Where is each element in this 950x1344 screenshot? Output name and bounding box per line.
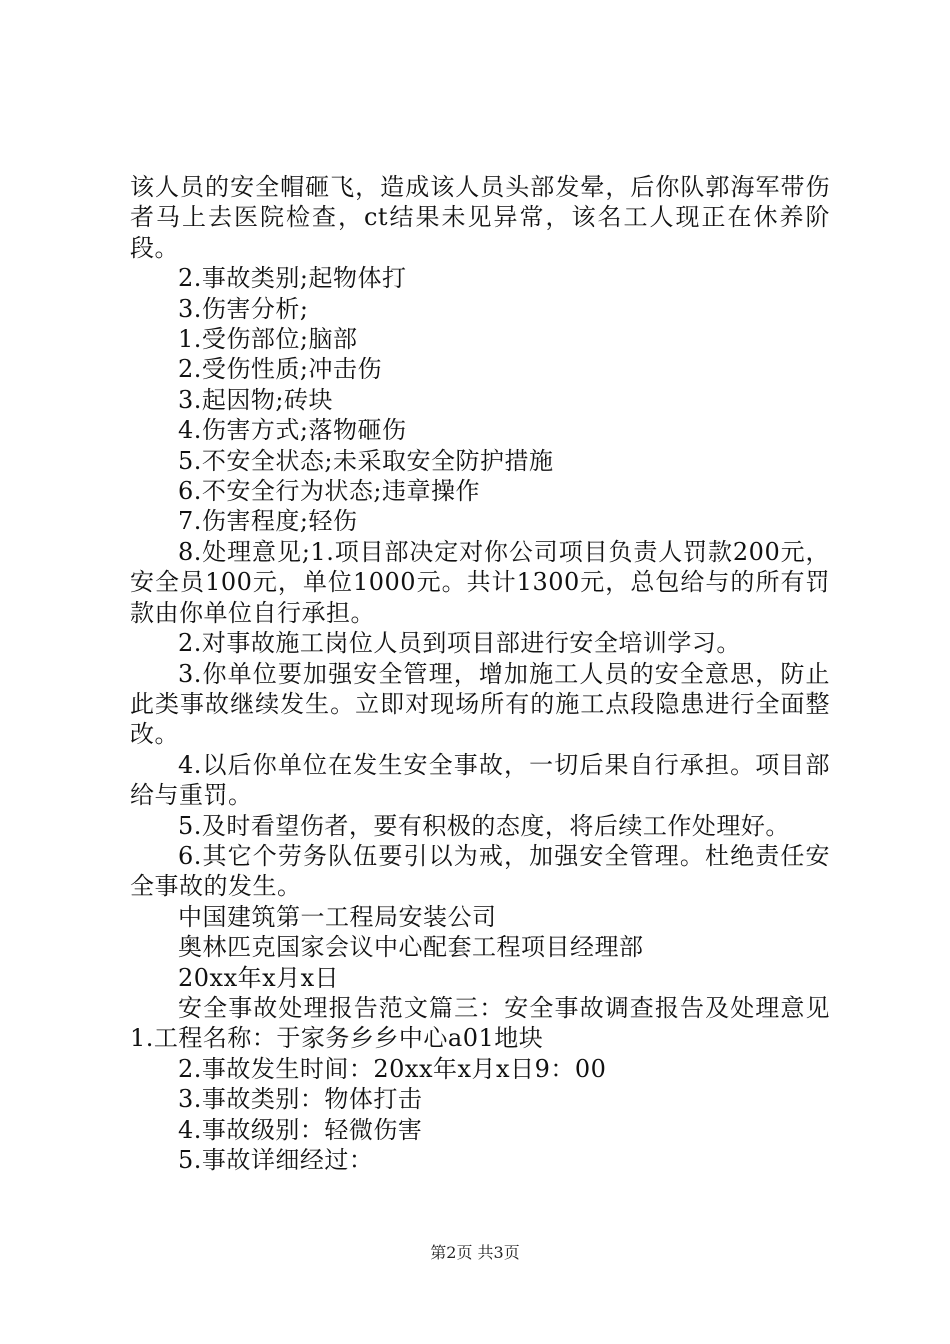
paragraph: 该人员的安全帽砸飞，造成该人员头部发晕，后你队郭海军带伤者马上去医院检查，ct结果未见异常，该名工人现正在休养阶段。 (130, 173, 830, 262)
paragraph: 5.及时看望伤者，要有积极的态度，将后续工作处理好。 (178, 811, 790, 840)
paragraph: 3.伤害分析; (178, 294, 309, 323)
paragraph: 6.不安全行为状态;违章操作 (178, 477, 480, 506)
paragraph: 7.伤害程度;轻伤 (178, 507, 358, 536)
paragraph: 6.其它个劳务队伍要引以为戒，加强安全管理。杜绝责任安全事故的发生。 (130, 841, 830, 901)
paragraph: 4.伤害方式;落物砸伤 (178, 416, 407, 445)
paragraph: 5.事故详细经过： (178, 1146, 374, 1174)
paragraph: 1.受伤部位;脑部 (178, 325, 358, 354)
document-body (130, 172, 830, 1175)
paragraph: 3.起因物;砖块 (178, 385, 333, 414)
signature-department: 奥林匹克国家会议中心配套工程项目经理部 (178, 933, 644, 962)
signature-company: 中国建筑第一工程局安装公司 (178, 902, 497, 931)
paragraph: 5.不安全状态;未采取安全防护措施 (178, 446, 554, 475)
paragraph: 2.对事故施工岗位人员到项目部进行安全培训学习。 (178, 629, 741, 658)
section-heading: 安全事故处理报告范文篇三：安全事故调查报告及处理意见1.工程名称：于家务乡乡中心a01地块 (130, 993, 830, 1053)
paragraph: 4.以后你单位在发生安全事故，一切后果自行承担。项目部给与重罚。 (130, 750, 830, 810)
paragraph: 8.处理意见;1.项目部决定对你公司项目负责人罚款200元，安全员100元，单位1000元。共计1300元，总包给与的所有罚款由你单位自行承担。 (130, 537, 830, 627)
paragraph: 3.事故类别：物体打击 (178, 1085, 423, 1114)
paragraph: 2.事故类别;起物体打 (178, 264, 407, 293)
paragraph: 2.事故发生时间：20xx年x月x日9：00 (178, 1054, 607, 1083)
signature-date: 20xx年x月x日 (178, 963, 340, 992)
paragraph: 4.事故级别：轻微伤害 (178, 1115, 423, 1144)
page-footer: 第2页 共3页 (430, 1243, 520, 1262)
paragraph: 2.受伤性质;冲击伤 (178, 355, 382, 384)
paragraph: 3.你单位要加强安全管理，增加施工人员的安全意思，防止此类事故继续发生。立即对现场所有的施工点段隐患进行全面整改。 (130, 659, 830, 749)
